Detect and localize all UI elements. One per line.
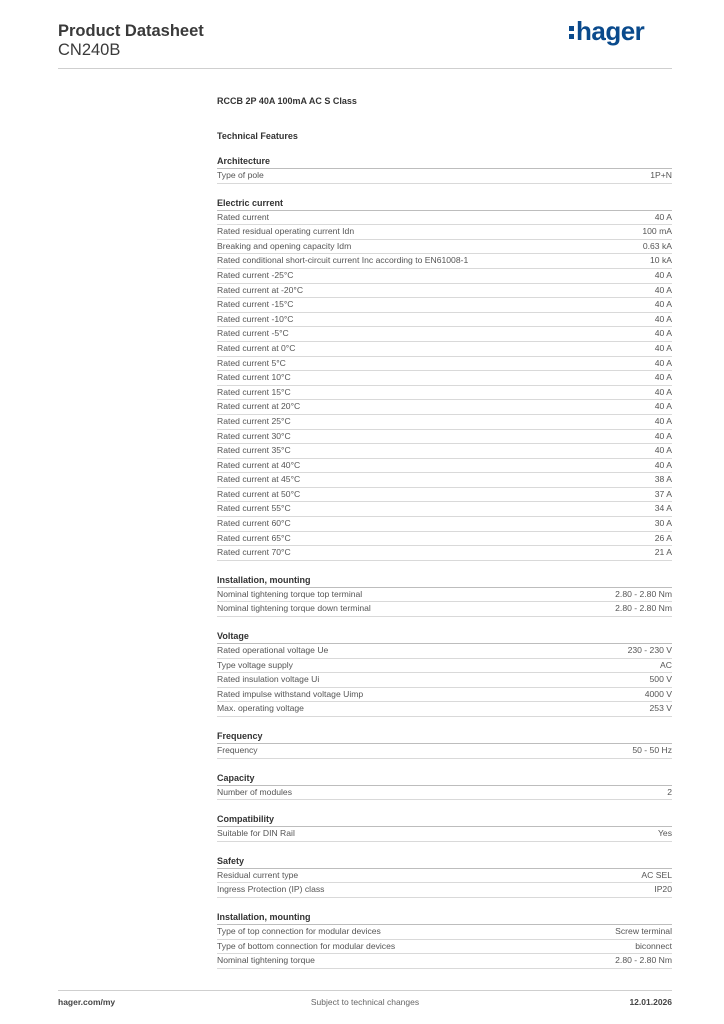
- spec-label: Rated current: [217, 211, 270, 222]
- spec-row: [217, 327, 672, 342]
- spec-value: 2.80 - 2.80 Nm: [615, 588, 672, 599]
- spec-value: 2.80 - 2.80 Nm: [615, 955, 672, 966]
- spec-value: 40 A: [654, 284, 672, 295]
- spec-value: 0.63 kA: [642, 240, 672, 251]
- spec-value: Screw terminal: [615, 925, 672, 936]
- spec-value: 500 V: [649, 674, 672, 685]
- spec-label: Rated current 10°C: [217, 372, 291, 383]
- spec-value: 37 A: [654, 488, 672, 499]
- spec-value: biconnect: [635, 940, 672, 951]
- spec-value: 4000 V: [644, 688, 672, 699]
- spec-row: [217, 240, 672, 255]
- feature-section: [217, 856, 672, 898]
- spec-row: [217, 371, 672, 386]
- feature-section: [217, 575, 672, 617]
- logo-dot-bottom: [569, 34, 574, 39]
- spec-label: Rated current at 45°C: [217, 474, 301, 485]
- feature-section: [217, 912, 672, 969]
- spec-value: 40 A: [654, 342, 672, 353]
- spec-label: Rated current at 40°C: [217, 459, 301, 470]
- spec-row: [217, 659, 672, 674]
- spec-value: AC: [660, 659, 672, 670]
- spec-row: [217, 940, 672, 955]
- footer-divider: [58, 990, 672, 991]
- spec-label: Rated current 65°C: [217, 532, 291, 543]
- spec-label: Residual current type: [217, 869, 299, 880]
- page-title: Product Datasheet: [58, 22, 204, 40]
- spec-value: 34 A: [654, 503, 672, 514]
- feature-sections: [217, 156, 672, 969]
- spec-value: 50 - 50 Hz: [632, 745, 672, 755]
- spec-value: 40 A: [654, 372, 672, 383]
- spec-label: Type of top connection for modular devices: [217, 925, 381, 936]
- section-title: Capacity: [217, 773, 672, 786]
- footer-notice: Subject to technical changes: [310, 997, 420, 1007]
- spec-label: Rated current 30°C: [217, 430, 291, 441]
- spec-value: IP20: [654, 884, 672, 895]
- spec-value: 40 A: [654, 445, 672, 456]
- technical-features-heading: Technical Features: [217, 131, 298, 141]
- spec-value: 40 A: [654, 357, 672, 368]
- spec-row: [217, 744, 672, 759]
- spec-row: [217, 644, 672, 659]
- feature-section: [217, 631, 672, 717]
- spec-row: [217, 415, 672, 430]
- spec-value: 40 A: [654, 211, 672, 222]
- spec-label: Rated impulse withstand voltage Uimp: [217, 688, 364, 699]
- section-title: Frequency: [217, 731, 672, 744]
- spec-label: Rated current -25°C: [217, 269, 294, 280]
- spec-value: 40 A: [654, 328, 672, 339]
- spec-row: [217, 254, 672, 269]
- spec-row: [217, 169, 672, 184]
- spec-label: Type of pole: [217, 170, 264, 180]
- product-code: CN240B: [58, 41, 121, 59]
- spec-label: Frequency: [217, 745, 258, 755]
- spec-label: Rated current 15°C: [217, 386, 291, 397]
- spec-label: Rated current at 50°C: [217, 488, 301, 499]
- product-name: RCCB 2P 40A 100mA AC S Class: [217, 96, 357, 106]
- spec-label: Rated current 55°C: [217, 503, 291, 514]
- spec-value: 40 A: [654, 430, 672, 441]
- spec-row: [217, 298, 672, 313]
- spec-value: 10 kA: [650, 255, 672, 266]
- spec-label: Rated operational voltage Ue: [217, 645, 329, 656]
- feature-section: [217, 773, 672, 801]
- spec-row: [217, 211, 672, 226]
- spec-value: 230 - 230 V: [627, 645, 672, 656]
- spec-label: Breaking and opening capacity Idm: [217, 240, 352, 251]
- spec-row: [217, 459, 672, 474]
- spec-row: [217, 357, 672, 372]
- spec-row: [217, 954, 672, 969]
- spec-row: [217, 673, 672, 688]
- header: [58, 22, 204, 60]
- spec-row: [217, 546, 672, 561]
- spec-row: [217, 444, 672, 459]
- spec-row: [217, 869, 672, 884]
- footer-website[interactable]: hager.com/my: [58, 997, 116, 1007]
- spec-row: [217, 827, 672, 842]
- logo-dot-top: [569, 26, 574, 31]
- spec-label: Rated current 60°C: [217, 518, 291, 529]
- spec-value: 40 A: [654, 386, 672, 397]
- spec-row: [217, 313, 672, 328]
- spec-label: Rated current 5°C: [217, 357, 286, 368]
- spec-value: Yes: [657, 828, 672, 839]
- spec-label: Max. operating voltage: [217, 703, 304, 714]
- spec-label: Rated current -15°C: [217, 299, 294, 310]
- header-divider: [58, 68, 672, 69]
- spec-row: [217, 269, 672, 284]
- section-title: Compatibility: [217, 814, 672, 827]
- spec-label: Rated current 25°C: [217, 415, 291, 426]
- spec-label: Number of modules: [217, 786, 292, 797]
- section-title: Installation, mounting: [217, 575, 672, 588]
- spec-label: Rated residual operating current Idn: [217, 226, 355, 237]
- spec-label: Nominal tightening torque top terminal: [217, 588, 363, 599]
- spec-label: Rated current -10°C: [217, 313, 294, 324]
- spec-row: [217, 602, 672, 617]
- feature-section: [217, 198, 672, 561]
- spec-row: [217, 386, 672, 401]
- spec-row: [217, 225, 672, 240]
- spec-row: [217, 688, 672, 703]
- spec-label: Rated current 35°C: [217, 445, 291, 456]
- feature-section: [217, 731, 672, 759]
- spec-value: 40 A: [654, 459, 672, 470]
- spec-row: [217, 502, 672, 517]
- feature-section: [217, 156, 672, 184]
- spec-label: Rated conditional short-circuit current Inc according to EN61008-1: [217, 255, 469, 266]
- spec-value: 40 A: [654, 269, 672, 280]
- footer-date: 12.01.2026: [629, 997, 672, 1007]
- feature-section: [217, 814, 672, 842]
- spec-value: 38 A: [654, 474, 672, 485]
- spec-row: [217, 702, 672, 717]
- spec-row: [217, 342, 672, 357]
- spec-label: Rated current at 20°C: [217, 401, 301, 412]
- spec-value: 26 A: [654, 532, 672, 543]
- spec-value: 2: [667, 786, 672, 797]
- spec-value: 100 mA: [642, 226, 672, 237]
- section-title: Voltage: [217, 631, 672, 644]
- spec-label: Ingress Protection (IP) class: [217, 884, 325, 895]
- spec-label: Type of bottom connection for modular devices: [217, 940, 396, 951]
- spec-label: Suitable for DIN Rail: [217, 828, 295, 839]
- spec-row: [217, 488, 672, 503]
- logo-wordmark: hager: [576, 16, 645, 46]
- spec-row: [217, 588, 672, 603]
- spec-label: Rated current 70°C: [217, 547, 291, 558]
- spec-row: [217, 925, 672, 940]
- spec-value: 40 A: [654, 401, 672, 412]
- spec-row: [217, 786, 672, 801]
- section-title: Architecture: [217, 156, 672, 169]
- spec-label: Type voltage supply: [217, 659, 293, 670]
- spec-label: Rated current at -20°C: [217, 284, 304, 295]
- hager-logo: [568, 14, 668, 50]
- datasheet-content: [217, 95, 672, 969]
- spec-row: [217, 532, 672, 547]
- spec-label: Nominal tightening torque down terminal: [217, 603, 371, 614]
- section-title: Safety: [217, 856, 672, 869]
- spec-value: 21 A: [654, 547, 672, 558]
- spec-label: Rated insulation voltage Ui: [217, 674, 320, 685]
- spec-value: 40 A: [654, 415, 672, 426]
- spec-value: AC SEL: [641, 869, 672, 880]
- spec-row: [217, 473, 672, 488]
- spec-value: 2.80 - 2.80 Nm: [615, 603, 672, 614]
- spec-value: 1P+N: [650, 170, 672, 180]
- spec-label: Rated current at 0°C: [217, 342, 296, 353]
- spec-label: Nominal tightening torque: [217, 955, 315, 966]
- section-title: Electric current: [217, 198, 672, 211]
- section-title: Installation, mounting: [217, 912, 672, 925]
- spec-value: 40 A: [654, 313, 672, 324]
- spec-label: Rated current -5°C: [217, 328, 289, 339]
- spec-value: 40 A: [654, 299, 672, 310]
- spec-value: 30 A: [654, 518, 672, 529]
- spec-value: 253 V: [649, 703, 672, 714]
- spec-row: [217, 883, 672, 898]
- spec-row: [217, 400, 672, 415]
- spec-row: [217, 430, 672, 445]
- spec-row: [217, 284, 672, 299]
- spec-row: [217, 517, 672, 532]
